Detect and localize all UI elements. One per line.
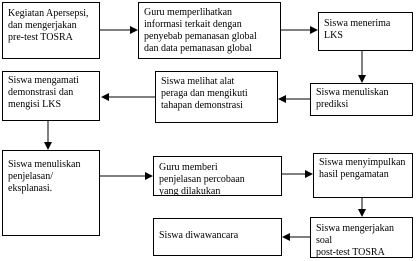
step-menuliskan-penjelasan: Siswa menuliskan penjelasan/ eksplanasi. xyxy=(2,150,100,236)
step-mengamati-demonstrasi: Siswa mengamati demonstrasi dan mengisi LKS xyxy=(2,71,100,121)
step-guru-informasi: Guru memperlihatkan informasi terkait dengan penyebab pemanasan global dan data pemanasan global xyxy=(138,2,281,59)
step-menuliskan-prediksi: Siswa menuliskan prediksi xyxy=(310,83,413,116)
step-melihat-alat-peraga: Siswa melihat alat peraga dan mengikuti tahapan demonstrasi xyxy=(155,71,278,123)
step-diwawancara: Siswa diwawancara xyxy=(153,218,282,256)
step-post-test: Siswa mengerjakan soal post-test TOSRA xyxy=(310,217,413,258)
step-guru-penjelasan: Guru memberi penjelasan percobaan yang dilakukan xyxy=(153,156,282,196)
step-apersepsi-pretest: Kegiatan Apersepsi, dan mengerjakan pre-test TOSRA xyxy=(2,2,100,59)
step-menerima-lks: Siswa menerima LKS xyxy=(318,12,413,51)
step-menyimpulkan: Siswa menyimpulkan hasil pengamatan xyxy=(313,153,413,198)
